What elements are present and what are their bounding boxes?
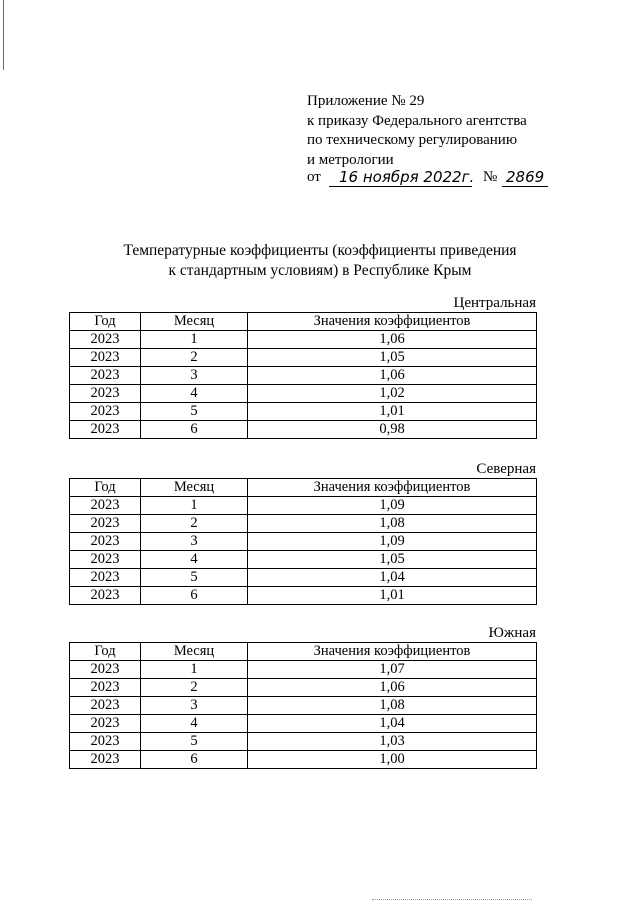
cell-year: 2023 bbox=[70, 751, 141, 769]
region-name: Северная bbox=[476, 461, 536, 477]
table-row bbox=[70, 403, 537, 421]
cell-coefficient: 1,05 bbox=[248, 551, 537, 569]
cell-month: 5 bbox=[141, 403, 248, 421]
cell-month: 5 bbox=[141, 733, 248, 751]
header-year: Год bbox=[70, 643, 141, 661]
title-line-2: к стандартным условиям) в Республике Крым bbox=[168, 262, 472, 279]
cell-coefficient: 1,00 bbox=[248, 751, 537, 769]
table-row bbox=[70, 679, 537, 697]
table-row bbox=[70, 515, 537, 533]
cell-coefficient: 1,02 bbox=[248, 385, 537, 403]
handwritten-date: 16 ноября 2022г. bbox=[329, 167, 472, 187]
region-block-north bbox=[69, 460, 536, 605]
cell-year: 2023 bbox=[70, 331, 141, 349]
appendix-line: по техническому регулированию bbox=[307, 132, 518, 148]
header-year: Год bbox=[70, 479, 141, 497]
cell-month: 1 bbox=[141, 331, 248, 349]
table-row bbox=[70, 715, 537, 733]
cell-coefficient: 1,08 bbox=[248, 515, 537, 533]
table-row bbox=[70, 331, 537, 349]
table-row bbox=[70, 349, 537, 367]
coefficient-table bbox=[69, 478, 537, 605]
cell-year: 2023 bbox=[70, 697, 141, 715]
cell-year: 2023 bbox=[70, 515, 141, 533]
cell-coefficient: 1,03 bbox=[248, 733, 537, 751]
header-coefficient: Значения коэффициентов bbox=[248, 479, 537, 497]
cell-month: 3 bbox=[141, 533, 248, 551]
table-row bbox=[70, 697, 537, 715]
cell-year: 2023 bbox=[70, 733, 141, 751]
table-row bbox=[70, 569, 537, 587]
cell-month: 3 bbox=[141, 697, 248, 715]
cell-coefficient: 1,07 bbox=[248, 661, 537, 679]
table-row bbox=[70, 733, 537, 751]
number-prefix: № bbox=[483, 169, 498, 185]
cell-year: 2023 bbox=[70, 679, 141, 697]
cell-coefficient: 1,06 bbox=[248, 331, 537, 349]
table-row bbox=[70, 497, 537, 515]
cell-year: 2023 bbox=[70, 587, 141, 605]
order-date-number-row bbox=[307, 167, 547, 191]
cell-year: 2023 bbox=[70, 533, 141, 551]
cell-month: 4 bbox=[141, 551, 248, 569]
cell-month: 6 bbox=[141, 751, 248, 769]
table-row bbox=[70, 661, 537, 679]
header-year: Год bbox=[70, 313, 141, 331]
header-coefficient: Значения коэффициентов bbox=[248, 313, 537, 331]
region-block-south bbox=[69, 624, 536, 769]
date-prefix: от bbox=[307, 169, 321, 185]
region-block-central bbox=[69, 294, 536, 439]
cell-month: 3 bbox=[141, 367, 248, 385]
table-row bbox=[70, 551, 537, 569]
cell-month: 4 bbox=[141, 385, 248, 403]
cell-coefficient: 1,09 bbox=[248, 497, 537, 515]
cell-year: 2023 bbox=[70, 349, 141, 367]
cell-month: 6 bbox=[141, 421, 248, 439]
cell-year: 2023 bbox=[70, 403, 141, 421]
cell-year: 2023 bbox=[70, 497, 141, 515]
table-header-row bbox=[70, 643, 537, 661]
cell-month: 1 bbox=[141, 497, 248, 515]
cell-month: 5 bbox=[141, 569, 248, 587]
cell-coefficient: 1,04 bbox=[248, 569, 537, 587]
scan-edge-line bbox=[3, 0, 4, 70]
document-title bbox=[0, 241, 640, 281]
cell-coefficient: 1,06 bbox=[248, 679, 537, 697]
cell-month: 6 bbox=[141, 587, 248, 605]
cell-coefficient: 1,04 bbox=[248, 715, 537, 733]
appendix-line: к приказу Федерального агентства bbox=[307, 112, 527, 129]
cell-coefficient: 1,01 bbox=[248, 403, 537, 421]
appendix-header bbox=[307, 92, 527, 170]
appendix-line: Приложение № 29 bbox=[307, 93, 425, 109]
cell-year: 2023 bbox=[70, 715, 141, 733]
cell-year: 2023 bbox=[70, 367, 141, 385]
cell-year: 2023 bbox=[70, 421, 141, 439]
cell-coefficient: 0,98 bbox=[248, 421, 537, 439]
cell-coefficient: 1,09 bbox=[248, 533, 537, 551]
cell-year: 2023 bbox=[70, 661, 141, 679]
cell-month: 2 bbox=[141, 515, 248, 533]
header-month: Месяц bbox=[141, 479, 248, 497]
header-month: Месяц bbox=[141, 313, 248, 331]
table-row bbox=[70, 587, 537, 605]
cell-coefficient: 1,05 bbox=[248, 349, 537, 367]
table-row bbox=[70, 421, 537, 439]
table-header-row bbox=[70, 313, 537, 331]
cell-month: 2 bbox=[141, 679, 248, 697]
cell-year: 2023 bbox=[70, 569, 141, 587]
appendix-line: и метрологии bbox=[307, 151, 394, 168]
cell-year: 2023 bbox=[70, 385, 141, 403]
cell-coefficient: 1,06 bbox=[248, 367, 537, 385]
cell-month: 2 bbox=[141, 349, 248, 367]
coefficient-table bbox=[69, 642, 537, 769]
cell-month: 4 bbox=[141, 715, 248, 733]
table-header-row bbox=[70, 479, 537, 497]
cell-coefficient: 1,01 bbox=[248, 587, 537, 605]
region-name: Центральная bbox=[453, 295, 536, 311]
cell-year: 2023 bbox=[70, 551, 141, 569]
region-name: Южная bbox=[488, 625, 536, 641]
table-row bbox=[70, 385, 537, 403]
title-line-1: Температурные коэффициенты (коэффициенты приведения bbox=[123, 242, 517, 259]
header-coefficient: Значения коэффициентов bbox=[248, 643, 537, 661]
coefficient-table bbox=[69, 312, 537, 439]
table-row bbox=[70, 367, 537, 385]
cell-coefficient: 1,08 bbox=[248, 697, 537, 715]
table-row bbox=[70, 533, 537, 551]
cell-month: 1 bbox=[141, 661, 248, 679]
scan-bottom-mark bbox=[372, 899, 532, 900]
header-month: Месяц bbox=[141, 643, 248, 661]
table-row bbox=[70, 751, 537, 769]
handwritten-order-number: 2869 bbox=[502, 167, 548, 187]
